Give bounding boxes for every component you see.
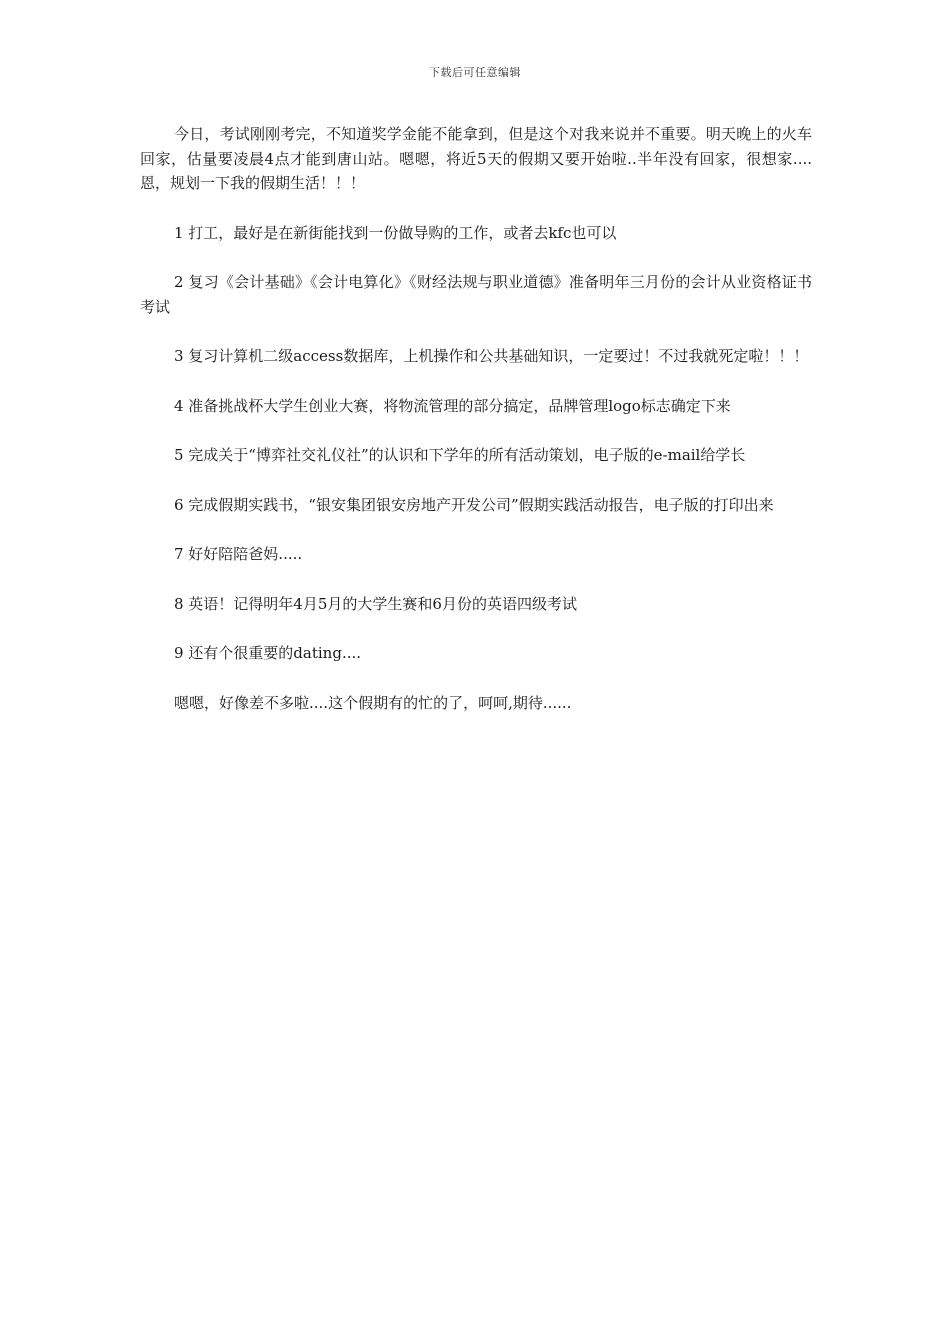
plan-item-3: 3 复习计算机二级access数据库，上机操作和公共基础知识，一定要过！不过我就死定啦！！！: [174, 347, 809, 365]
plan-item-7: 7 好好陪陪爸妈.....: [174, 545, 303, 563]
plan-item-4: 4 准备挑战杯大学生创业大赛，将物流管理的部分搞定，品牌管理logo标志确定下来: [174, 396, 731, 415]
plan-item-6: 6 完成假期实践书，“银安集团银安房地产开发公司”假期实践活动报告，电子版的打印出来: [174, 495, 774, 514]
plan-item-9: 9 还有个很重要的dating....: [174, 644, 362, 662]
plan-item-2: 2 复习《会计基础》《会计电算化》《财经法规与职业道德》准备明年三月份的会计从业资格证书考试: [140, 273, 812, 316]
document-body: [140, 122, 812, 740]
closing-paragraph: 嗯嗯，好像差不多啦....这个假期有的忙的了，呵呵,期待......: [174, 693, 572, 712]
plan-item-1: 1 打工，最好是在新街能找到一份做导购的工作，或者去kfc也可以: [174, 223, 617, 242]
plan-item-8: 8 英语！记得明年4月5月的大学生赛和6月份的英语四级考试: [174, 594, 577, 613]
download-note: 下载后可任意编辑: [429, 66, 521, 79]
plan-item-5: 5 完成关于“博弈社交礼仪社”的认识和下学年的所有活动策划，电子版的e-mail给学长: [174, 446, 746, 464]
intro-paragraph: 今日，考试刚刚考完，不知道奖学金能不能拿到，但是这个对我来说并不重要。明天晚上的火车回家，估量要凌晨4点才能到唐山站。嗯嗯，将近5天的假期又要开始啦..半年没有回家，很想家....恩，规划一下我的假期生活！！！: [140, 125, 812, 192]
